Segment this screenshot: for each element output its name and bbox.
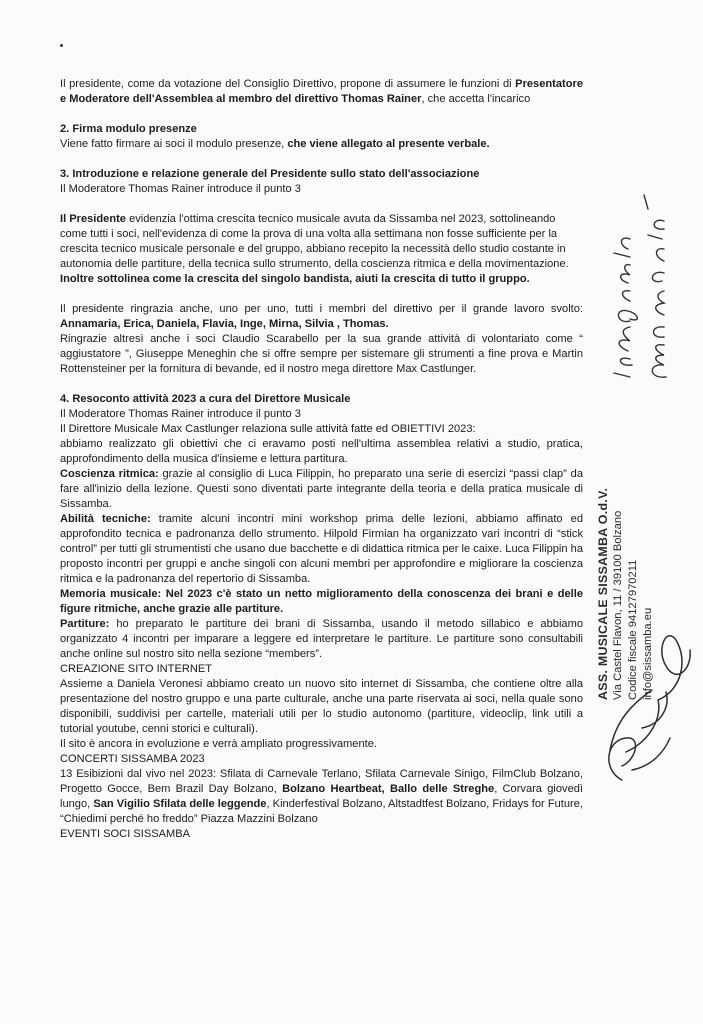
text: tramite alcuni incontri mini workshop prima delle lezioni, abbiamo affinato ed approfondito tecnica e padronanza dello strumento. Hilpold Firmian ha organizzato vari incontri di “stick control” per tutti gli strumentisti che usano due bacchette e di didattica ritmica per le caixe. Luca Filippin ha proposto incontri per gruppi e anche singoli con alcuni membri per approfondire e migliorare la coscienza ritmica e la padronanza del repertorio di Sissamba. bbox=[60, 513, 584, 585]
stamp-line-3: Codice fiscale 94127970211 bbox=[627, 559, 639, 700]
text-bold: Il Presidente bbox=[60, 213, 126, 225]
text: ho preparato le partiture dei brani di Sissamba, usando il metodo sillabico e abbiamo organizzato 4 incontri per imparare a leggere ed interpretare le partiture. Le partiture sono consultabili anche online sul nostro sito nella sezione “members”. bbox=[60, 618, 583, 660]
website-paragraph-2: Il sito è ancora in evoluzione e verrà ampliato progressivamente. bbox=[60, 738, 377, 750]
section-3-paragraph-4: Ringrazie altresì anche i soci Claudio Scarabello per la sua grande attività di volontariato come “ aggiustatore ”, Giuseppe Meneghin che si offre sempre per sistemare gli strumenti a fine prova e Martin Rottensteiner per la fornitura di bevande, ed il nostro mega direttore Max Castlunger. bbox=[60, 333, 583, 375]
concerts-paragraph bbox=[60, 767, 583, 827]
website-paragraph-1: Assieme a Daniela Veronesi abbiamo creato un nuovo sito internet di Sissamba, che contiene oltre alla presentazione del nostro gruppo e una parte culturale, anche una parte riservata ai soci, nella quale sono disponibili, suddivisi per cartelle, materiali utili per lo studio autonomo (partiture, videoclip, link utili a tutorial youtube, cenni storici e culturali). bbox=[60, 678, 583, 735]
text-bold: Annamaria, Erica, Daniela, Flavia, Inge, Mirna, Silvia , Thomas. bbox=[60, 318, 389, 330]
handwritten-signature bbox=[592, 620, 702, 790]
text-bold: Presentatore e Moderatore dell'Assemblea al membro del direttivo Thomas Rainer bbox=[60, 78, 583, 105]
stamp-line-1: ASS. MUSICALE SISSAMBA O.d.V. bbox=[596, 487, 610, 700]
section-4-paragraph-2 bbox=[60, 467, 583, 512]
minutes-text bbox=[60, 77, 583, 842]
section-3-paragraph-2: Inoltre sottolinea come la crescita del singolo bandista, aiuti la crescita di tutto il gruppo. bbox=[60, 273, 530, 285]
section-4-moderator: Il Moderatore Thomas Rainer introduce il punto 3 bbox=[60, 408, 301, 420]
text: grazie al consiglio di Luca Filippin, ho preparato una serie di esercizi “passi clap” da fare all'inizio della lezione. Questi sono diventati parte integrante della teoria e della pratica musicale di Sissamba. bbox=[60, 468, 583, 510]
text-bold: Coscienza ritmica: bbox=[60, 468, 159, 480]
section-4-title: 4. Resoconto attività 2023 a cura del Direttore Musicale bbox=[60, 393, 351, 405]
section-2-title: 2. Firma modulo presenze bbox=[60, 123, 197, 135]
text-bold: Memoria musicale: bbox=[60, 588, 162, 600]
text-bold: Bolzano Heartbeat, Ballo delle Streghe bbox=[282, 783, 495, 795]
text-bold: Partiture: bbox=[60, 618, 110, 630]
text: , Corvara giovedì lungo, bbox=[60, 783, 584, 810]
section-3-paragraph-3 bbox=[60, 302, 583, 332]
handwritten-secretary-note bbox=[608, 105, 678, 385]
stamp-line-2: Via Castel Flavon, 11 / 39100 Bolzano bbox=[612, 510, 624, 700]
section-4-paragraph-1: abbiamo realizzato gli obiettivi che ci eravamo posti nell'ultima assemblea relativi a studio, pratica, approfondimento della musica d'insieme e lettura partitura. bbox=[60, 438, 583, 465]
section-4-paragraph-5 bbox=[60, 617, 583, 662]
paragraph-presenter bbox=[60, 77, 583, 107]
concerts-title: CONCERTI SISSAMBA 2023 bbox=[60, 753, 205, 765]
section-4-intro: Il Direttore Musicale Max Castlunger relaziona sulle attività fatte ed OBIETTIVI 2023: bbox=[60, 423, 476, 435]
section-3-paragraph-1 bbox=[60, 212, 583, 272]
text-bold: Nel 2023 c'è stato un netto miglioramento della conoscenza dei brani e delle figure ritmiche, anche grazie alle partiture. bbox=[60, 588, 583, 615]
text: Il presidente ringrazia anche, uno per uno, tutti i membri del direttivo per il grande lavoro svolto: bbox=[60, 303, 583, 315]
text-bold: San Vigilio Sfilata delle leggende bbox=[93, 798, 267, 810]
speck bbox=[60, 44, 63, 47]
text: Il presidente, come da votazione del Consiglio Direttivo, propone di assumere le funzioni di bbox=[60, 78, 512, 90]
section-2-text bbox=[60, 137, 583, 152]
section-4-paragraph-4 bbox=[60, 587, 583, 617]
text: 13 Esibizioni dal vivo nel 2023: Sfilata di Carnevale Terlano, Sfilata Carnevale Sinigo, FilmClub Bolzano, Progetto Gocce, Bem Brazil Day Bolzano, bbox=[60, 768, 583, 795]
text: Viene fatto firmare ai soci il modulo presenze, bbox=[60, 138, 288, 150]
stamp-line-4: info@sissamba.eu bbox=[642, 607, 654, 700]
section-4-paragraph-3 bbox=[60, 512, 583, 587]
website-title: CREAZIONE SITO INTERNET bbox=[60, 663, 213, 675]
events-title: EVENTI SOCI SISSAMBA bbox=[60, 828, 191, 840]
text-bold: che viene allegato al presente verbale. bbox=[287, 138, 490, 150]
text: evidenzia l'ottima crescita tecnico musicale avuta da Sissamba nel 2023, sottolineando come tutti i soci, nell'evidenza di come la prova di una volta alla settimana non fosse sufficiente per la crescita tecnico musicale personale e del gruppo, abbiano recepito la necessità dello studio costante in autonomia delle partiture, della tecnica sullo strumento, della coscienza ritmica e della movimentazione. bbox=[60, 213, 569, 270]
text: , che accetta l'incarico bbox=[421, 93, 531, 105]
section-3-title: 3. Introduzione e relazione generale del Presidente sullo stato dell'associazione bbox=[60, 168, 480, 180]
section-3-moderator: Il Moderatore Thomas Rainer introduce il punto 3 bbox=[60, 183, 301, 195]
text-bold: Abilità tecniche: bbox=[60, 513, 151, 525]
text: , Kinderfestival Bolzano, Altstadtfest Bolzano, Fridays for Future, “Chiedimi perché ho freddo” Piazza Mazzini Bolzano bbox=[60, 798, 583, 825]
